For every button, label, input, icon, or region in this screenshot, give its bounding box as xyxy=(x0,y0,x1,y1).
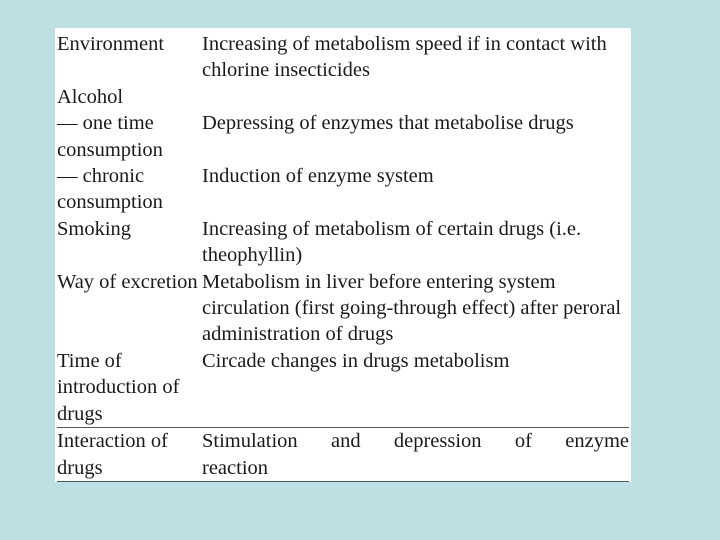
table-row xyxy=(57,269,629,348)
effect-cell xyxy=(202,84,629,110)
table-row xyxy=(57,216,629,269)
factor-cell: — one time consumption xyxy=(57,112,163,161)
table-row xyxy=(57,163,629,216)
effect-line-1: Stimulation and depression of enzyme xyxy=(202,430,629,453)
effect-cell: Metabolism in liver before entering system circulation (first going-through effect) after peroral administration of drugs xyxy=(202,270,622,346)
effect-line-2: reaction xyxy=(202,456,269,479)
factor-cell: — chronic consumption xyxy=(57,165,163,214)
table-row xyxy=(57,110,629,163)
drug-metabolism-factors-table xyxy=(57,31,629,482)
factor-cell: Alcohol xyxy=(57,85,124,108)
factor-cell: Smoking xyxy=(57,217,132,240)
factor-cell: Interaction of drugs xyxy=(57,428,202,482)
effect-cell: Circade changes in drugs metabolism xyxy=(202,349,510,372)
effect-cell xyxy=(202,428,629,482)
table-row xyxy=(57,348,629,428)
effect-cell: Depressing of enzymes that metabolise drugs xyxy=(202,112,574,135)
table-row xyxy=(57,31,629,84)
factor-cell: Environment xyxy=(57,33,165,55)
effect-cell: Increasing of metabolism of certain drugs (i.e. theophyllin) xyxy=(202,217,582,267)
effect-justified-line xyxy=(202,428,629,454)
effect-cell: Increasing of metabolism speed if in contact with chlorine insecticides xyxy=(202,33,607,82)
effect-cell: Induction of enzyme system xyxy=(202,165,434,188)
table-row xyxy=(57,84,629,110)
effect-line-2-wrap xyxy=(202,455,629,481)
slide-panel xyxy=(55,28,631,482)
factor-cell: Time of introduction of drugs xyxy=(57,349,180,425)
table-row xyxy=(57,428,629,482)
factor-cell: Way of excretion xyxy=(57,270,198,293)
